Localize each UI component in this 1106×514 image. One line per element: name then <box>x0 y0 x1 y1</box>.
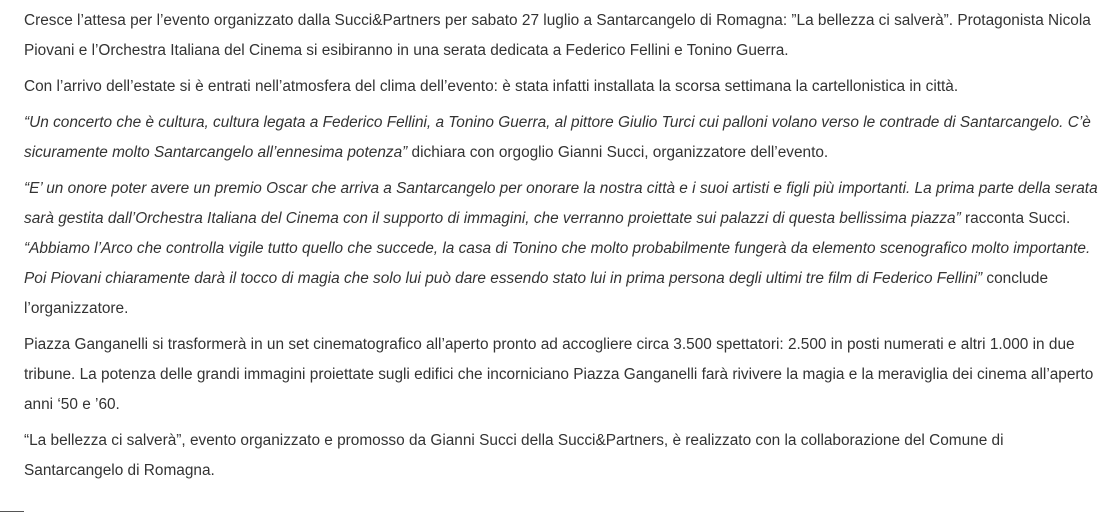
quote-oscar-honor: “E’ un onore poter avere un premio Oscar che arriva a Santarcangelo per onorare la nostra città e i suoi artisti e figli più importanti. La prima parte della serata sarà gestita dall’Orchestra Italiana del Cinema con il supporto di immagini, che verranno proiettate sui palazzi di questa bellissima piazza” <box>24 180 1098 227</box>
paragraph-collaboration: “La bellezza ci salverà”, evento organizzato e promosso da Gianni Succi della Succi&Partners, è realizzato con la collaborazione del Comune di Santarcangelo di Romagna. <box>24 432 1004 479</box>
article-body <box>24 6 1100 492</box>
paragraph-succi-quote <box>24 108 1100 168</box>
quote-attribution: conclude l’organizzatore. <box>24 270 1049 317</box>
paragraph-oscar-quote <box>24 174 1100 324</box>
quote-arco-tonino: “Abbiamo l’Arco che controlla vigile tutto quello che succede, la casa di Tonino che molto probabilmente fungerà da elemento scenografico molto importante. Poi Piovani chiaramente darà il tocco di magia che solo lui può dare essendo stato lui in prima persona degli ultimi tre film di Federico Fellini” <box>24 240 1091 287</box>
paragraph-piazza-ganganelli: Piazza Ganganelli si trasformerà in un set cinematografico all’aperto pronto ad accogliere circa 3.500 spettatori: 2.500 in posti numerati e altri 1.000 in due tribune. La potenza delle grandi immagini proiettate sugli edifici che incorniciano Piazza Ganganelli farà rivivere la magia e la meraviglia dei cinema all’aperto anni ‘50 e ’60. <box>24 336 1094 413</box>
quote-attribution: racconta Succi. <box>960 210 1071 227</box>
bottom-divider <box>0 511 24 512</box>
quote-concert-culture: “Un concerto che è cultura, cultura legata a Federico Fellini, a Tonino Guerra, al pittore Giulio Turci cui palloni volano verso le contrade di Santarcangelo. C’è sicuramente molto Santarcangelo all’ennesima potenza” <box>24 114 1091 161</box>
paragraph-summer-signage: Con l’arrivo dell’estate si è entrati nell’atmosfera del clima dell’evento: è stata infatti installata la scorsa settimana la cartellonistica in città. <box>24 78 959 95</box>
quote-attribution: dichiara con orgoglio Gianni Succi, organizzatore dell’evento. <box>407 144 829 161</box>
paragraph-event-intro: Cresce l’attesa per l’evento organizzato dalla Succi&Partners per sabato 27 luglio a Santarcangelo di Romagna: ”La bellezza ci salverà”. Protagonista Nicola Piovani e l’Orchestra Italiana del Cinema si esibiranno in una serata dedicata a Federico Fellini e Tonino Guerra. <box>24 12 1091 59</box>
